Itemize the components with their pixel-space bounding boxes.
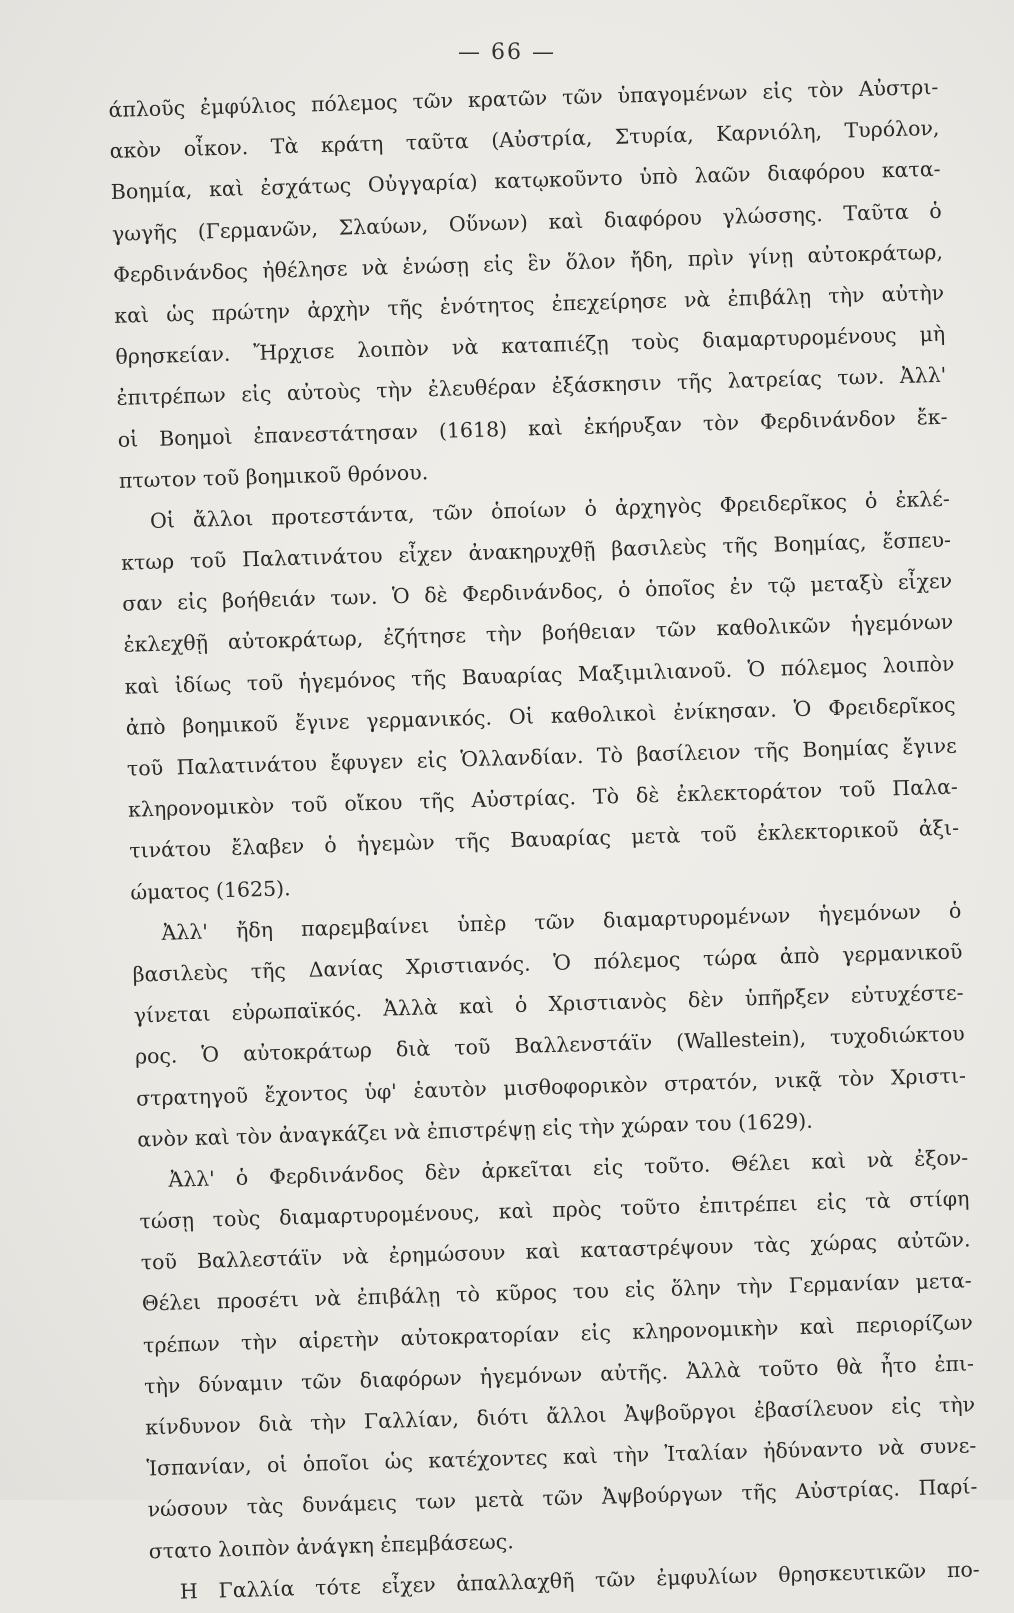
text-line: νώσουν τὰς δυνάμεις των μετὰ τῶν Ἀψβούργων τῆς Αὐστρίας. Παρί- xyxy=(147,1474,978,1522)
text-line: καὶ ἰδίως τοῦ ἡγεμόνος τῆς Βαυαρίας Μαξιμιλιανοῦ. Ὁ πόλεμος λοιπὸν xyxy=(124,651,955,699)
text-line: τρέπων τὴν αἱρετὴν αὐτοκρατορίαν εἰς κληρονομικὴν καὶ περιορίζων xyxy=(142,1309,974,1358)
text-line: στρατηγοῦ ἔχοντος ὑφ' ἑαυτὸν μισθοφορικὸν στρατόν, νικᾷ τὸν Χριστι- xyxy=(135,1062,967,1111)
text-line: κίνδυνον διὰ τὴν Γαλλίαν, διότι ἄλλοι Ἀψβοῦργοι ἐβασίλευον εἰς τὴν xyxy=(145,1392,976,1440)
text-line: τὴν δύναμιν τῶν διαφόρων ἡγεμόνων αὐτῆς. Ἀλλὰ τοῦτο θὰ ἦτο ἐπι- xyxy=(143,1351,975,1399)
text-line: βασιλεὺς τῆς Δανίας Χριστιανός. Ὁ πόλεμος τώρα ἀπὸ γερμανικοῦ xyxy=(132,939,963,987)
text-line: ρος. Ὁ αὐτοκράτωρ διὰ τοῦ Βαλλενστάϊν (Wallestein), τυχοδιώκτου xyxy=(134,1021,966,1069)
text-line: γίνεται εὐρωπαϊκός. Ἀλλὰ καὶ ὁ Χριστιανὸς δὲν ὑπῆρξεν εὐτυχέστε- xyxy=(133,980,964,1028)
body-text xyxy=(108,67,980,1613)
text-line: Θέλει προσέτι νὰ ἐπιβάλῃ τὸ κῦρος του εἰς ὅλην τὴν Γερμανίαν μετα- xyxy=(141,1268,972,1316)
text-line: τινάτου ἔλαβεν ὁ ἡγεμὼν τῆς Βαυαρίας μετὰ τοῦ ἐκλεκτορικοῦ ἀξι- xyxy=(128,815,960,864)
text-line: τοῦ Βαλλεστάϊν νὰ ἐρημώσουν καὶ καταστρέψουν τὰς χώρας αὐτῶν. xyxy=(140,1227,971,1275)
text-line: ἐπιτρέπων εἰς αὐτοὺς τὴν ἐλευθέραν ἐξάσκησιν τῆς λατρείας των. Ἀλλ' xyxy=(116,363,947,411)
text-line: ἐκλεχθῇ αὐτοκράτωρ, ἐζήτησε τὴν βοήθειαν τῶν καθολικῶν ἡγεμόνων xyxy=(123,610,954,658)
text-line: κτωρ τοῦ Παλατινάτου εἶχεν ἀνακηρυχθῇ βασιλεὺς τῆς Βοημίας, ἔσπευ- xyxy=(120,527,952,575)
text-line: θρησκείαν. Ἤρχισε λοιπὸν νὰ καταπιέζῃ τοὺς διαμαρτυρομένους μὴ xyxy=(115,321,946,370)
text-line: κληρονομικὸν τοῦ οἴκου τῆς Αὐστρίας. Τὸ δὲ ἐκλεκτοράτον τοῦ Παλα- xyxy=(127,774,959,822)
text-line: Ἱσπανίαν, οἱ ὁποῖοι ὡς κατέχοντες καὶ τὴν Ἰταλίαν ἠδύναντο νὰ συνε- xyxy=(146,1433,977,1481)
text-line: τώσῃ τοὺς διαμαρτυρομένους, καὶ πρὸς τοῦτο ἐπιτρέπει εἰς τὰ στίφη xyxy=(139,1186,970,1234)
page-number: — 66 — xyxy=(458,40,556,65)
text-line: Φερδινάνδος ἠθέλησε νὰ ἑνώσῃ εἰς ἓν ὅλον ἤδη, πρὶν γίνῃ αὐτοκράτωρ, xyxy=(112,239,944,287)
text-line: ακὸν οἶκον. Τὰ κράτη ταῦτα (Αὐστρία, Στυρία, Καρνιόλη, Τυρόλον, xyxy=(109,115,940,164)
text-line: Ἀλλ' ἤδη παρεμβαίνει ὑπὲρ τῶν διαμαρτυρομένων ἡγεμόνων ὁ xyxy=(161,898,962,945)
text-line: γωγῆς (Γερμανῶν, Σλαύων, Οὕνων) καὶ διαφόρου γλώσσης. Ταῦτα ὁ xyxy=(111,198,943,246)
text-line: σαν εἰς βοήθειάν των. Ὁ δὲ Φερδινάνδος, ὁ ὁποῖος ἐν τῷ μεταξὺ εἶχεν xyxy=(122,568,953,617)
text-line: ἀπὸ βοημικοῦ ἔγινε γερμανικός. Οἱ καθολικοὶ ἐνίκησαν. Ὁ Φρειδερῖκος xyxy=(125,692,956,740)
text-line: Οἱ ἄλλοι προτεστάντα, τῶν ὁποίων ὁ ἀρχηγὸς Φρειδερῖκος ὁ ἐκλέ- xyxy=(149,486,951,533)
text-line: άπλοῦς ἐμφύλιος πόλεμος τῶν κρατῶν τῶν ὑπαγομένων εἰς τὸν Αὐστρι- xyxy=(108,74,939,122)
text-line: Βοημία, καὶ ἐσχάτως Οὐγγαρία) κατῳκοῦντο ὑπὸ λαῶν διαφόρου κατα- xyxy=(110,157,941,205)
text-line: ώματος (1625). xyxy=(130,875,291,905)
text-line: Η Γαλλία τότε εἶχεν ἀπαλλαχθῆ τῶν ἐμφυλίων θρησκευτικῶν πο- xyxy=(179,1556,980,1604)
text-line: τοῦ Παλατινάτου ἔφυγεν εἰς Ὁλλανδίαν. Τὸ βασίλειον τῆς Βοημίας ἔγινε xyxy=(126,733,957,781)
text-line: καὶ ὡς πρώτην ἀρχὴν τῆς ἑνότητος ἐπεχείρησε νὰ ἐπιβάλῃ τὴν αὐτὴν xyxy=(113,280,945,328)
text-line: στατο λοιπὸν ἀνάγκη ἐπεμβάσεως. xyxy=(148,1528,515,1563)
text-line: οἱ Βοημοὶ ἐπανεστάτησαν (1618) καὶ ἐκήρυξαν τὸν Φερδινάνδον ἔκ- xyxy=(117,404,948,452)
text-line: Ἀλλ' ὁ Φερδινάνδος δὲν ἀρκεῖται εἰς τοῦτο. Θέλει καὶ νὰ ἐξον- xyxy=(168,1145,969,1192)
text-line: ανὸν καὶ τὸν ἀναγκάζει νὰ ἐπιστρέψῃ εἰς τὴν χώραν του (1629). xyxy=(136,1108,814,1152)
text-line: πτωτον τοῦ βοημικοῦ θρόνου. xyxy=(118,459,429,493)
